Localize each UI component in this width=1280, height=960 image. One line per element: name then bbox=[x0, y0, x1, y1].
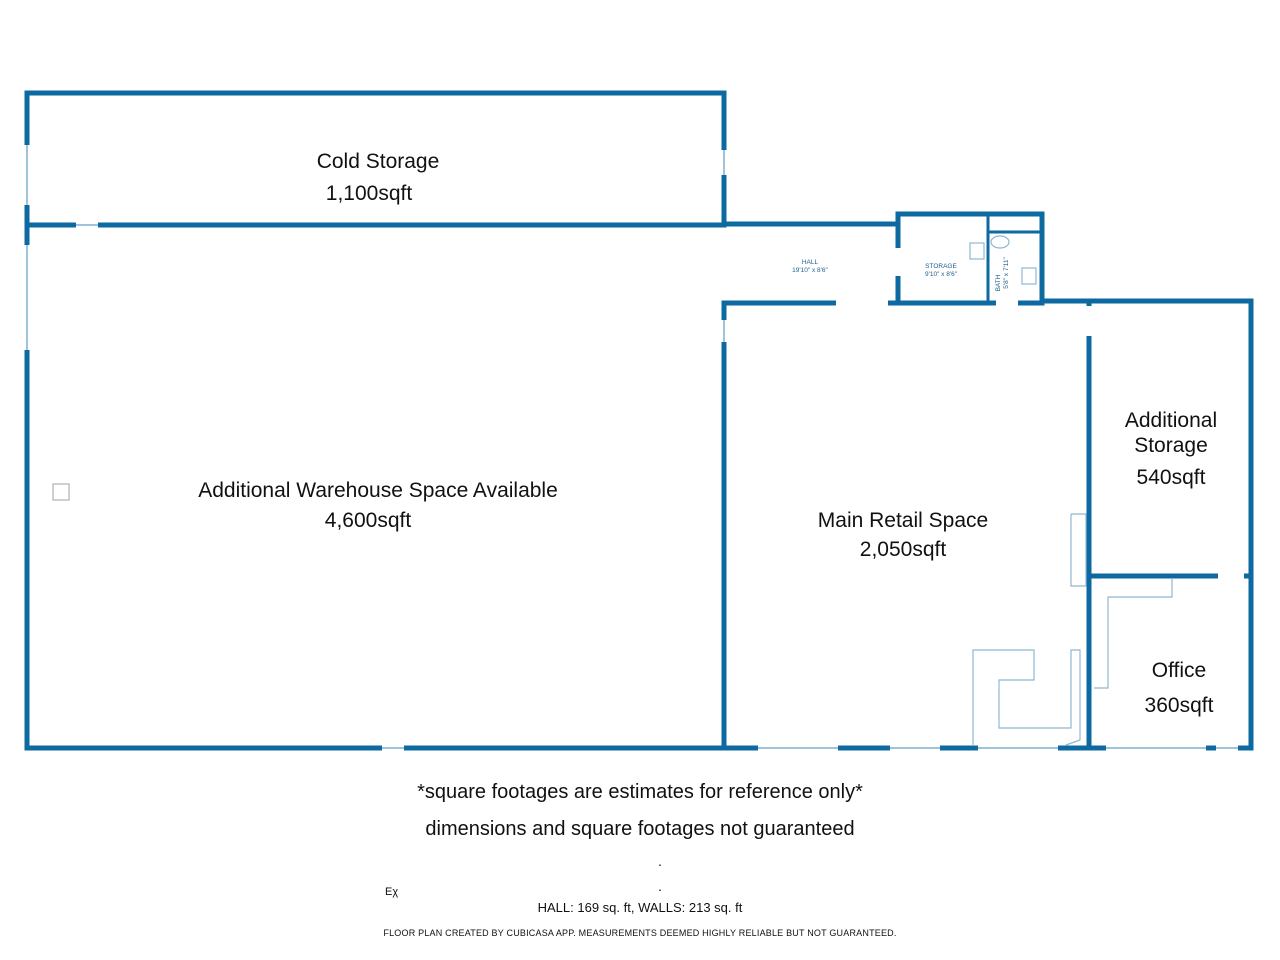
cold-storage-area: 1,100sqft bbox=[325, 182, 413, 205]
retail-counter-l bbox=[973, 650, 1080, 745]
windows bbox=[27, 145, 1238, 748]
office-area: 360sqft bbox=[1144, 694, 1214, 717]
area-totals: HALL: 169 sq. ft, WALLS: 213 sq. ft bbox=[537, 900, 743, 915]
add-storage-label-2: Storage bbox=[1134, 434, 1208, 457]
cold-storage-label: Cold Storage bbox=[316, 150, 440, 173]
warehouse-label: Additional Warehouse Space Available bbox=[198, 479, 558, 502]
dot-marker-1: . bbox=[658, 853, 662, 869]
bath-label: BATH bbox=[995, 274, 1002, 292]
disclaimer-line-1: *square footages are estimates for reference only* bbox=[417, 781, 863, 803]
bath-dims: 5'8" x 7'11" bbox=[1003, 257, 1010, 289]
storage-small-label: STORAGE bbox=[925, 263, 957, 270]
retail-label: Main Retail Space bbox=[817, 509, 989, 532]
sink-icon bbox=[970, 243, 984, 259]
bath-sink-icon bbox=[1022, 268, 1036, 284]
add-storage-label-1: Additional bbox=[1124, 409, 1218, 432]
column-icon bbox=[53, 484, 69, 500]
cubicasa-footer: FLOOR PLAN CREATED BY CUBICASA APP. MEASUREMENTS DEEMED HIGHLY RELIABLE BUT NOT GUARANTEED. bbox=[383, 928, 897, 938]
exterior-walls bbox=[27, 93, 1251, 748]
room-labels bbox=[198, 150, 1217, 717]
disclaimer-line-2: dimensions and square footages not guaranteed bbox=[425, 818, 855, 840]
office-label: Office bbox=[1151, 659, 1207, 682]
add-storage-area: 540sqft bbox=[1136, 466, 1206, 489]
ex-fragment: Eχ bbox=[385, 886, 399, 898]
hall-label: HALL bbox=[801, 259, 819, 266]
storage-small-dims: 9'10" x 8'6" bbox=[924, 271, 958, 278]
warehouse-area: 4,600sqft bbox=[324, 509, 412, 532]
dot-marker-2: . bbox=[658, 878, 662, 894]
toilet-icon bbox=[991, 236, 1009, 248]
hall-dims: 19'10" x 8'6" bbox=[792, 267, 828, 274]
retail-area: 2,050sqft bbox=[859, 538, 947, 561]
retail-counter bbox=[1071, 514, 1086, 586]
